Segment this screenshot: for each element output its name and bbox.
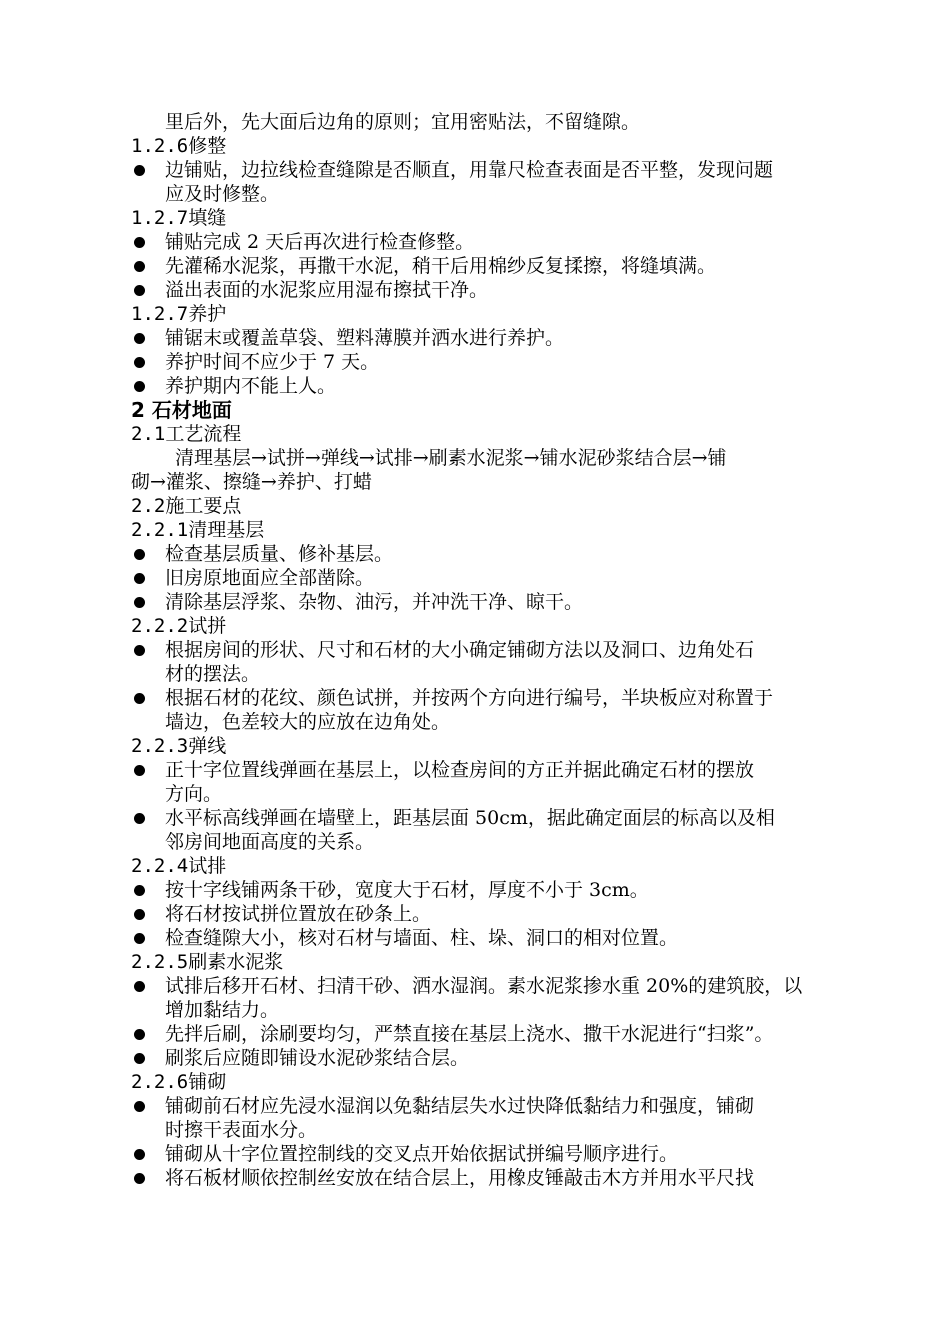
process-flow-text: 清理基层→试拼→弹线→试排→刷素水泥浆→铺水泥砂浆结合层→铺 (175, 447, 727, 469)
section-title: 刷素水泥浆 (188, 951, 284, 973)
section-number: 2.2.6 (131, 1071, 189, 1093)
process-flow-text-continued: 砌→灌浆、擦缝→养护、打蜡 (131, 471, 372, 493)
document-page (131, 110, 873, 1190)
list-item-text: 水平标高线弹画在墙壁上，距基层面 50cm，据此确定面层的标高以及相 (165, 807, 775, 829)
bullet-icon (134, 885, 145, 896)
bullet-icon (134, 1173, 145, 1184)
list-item (131, 878, 873, 902)
list-item (131, 758, 873, 806)
list-item (131, 590, 873, 614)
list-item-text: 试排后移开石材、扫清干砂、洒水湿润。素水泥浆掺水重 20%的建筑胶，以 (165, 975, 803, 997)
list-item-text: 检查缝隙大小，核对石材与墙面、柱、垛、洞口的相对位置。 (165, 927, 679, 949)
section-heading-2-2 (131, 494, 873, 518)
section-heading-2-2-4 (131, 854, 873, 878)
list-item-text: 将石板材顺依控制丝安放在结合层上，用橡皮锤敲击木方并用水平尺找 (165, 1167, 755, 1189)
list-item-text-continued: 增加黏结力。 (165, 999, 280, 1021)
list-item-text: 边铺贴，边拉线检查缝隙是否顺直，用靠尺检查表面是否平整，发现问题 (165, 159, 774, 181)
list-item (131, 230, 873, 254)
bullet-icon (134, 909, 145, 920)
list-item (131, 350, 873, 374)
list-item (131, 278, 873, 302)
section-title: 弹线 (188, 735, 227, 757)
list-item-text: 按十字线铺两条干砂，宽度大于石材，厚度不小于 3cm。 (165, 879, 649, 901)
section-heading-2-2-3 (131, 734, 873, 758)
section-title: 施工要点 (165, 495, 242, 517)
section-title: 试排 (188, 855, 227, 877)
list-item (131, 158, 873, 206)
chapter-heading-2: 2 石材地面 (131, 398, 232, 422)
bullet-icon (134, 165, 145, 176)
list-item-text-continued: 墙边，色差较大的应放在边角处。 (165, 711, 451, 733)
bullet-icon (134, 333, 145, 344)
bullet-icon (134, 381, 145, 392)
bullet-icon (134, 981, 145, 992)
section-number: 2.2.5 (131, 951, 189, 973)
section-number: 2.2.2 (131, 615, 189, 637)
section-number: 1.2.7 (131, 303, 189, 325)
list-item-text: 铺砌前石材应先浸水湿润以免黏结层失水过快降低黏结力和强度，铺砌 (165, 1095, 755, 1117)
section-heading-2-2-5 (131, 950, 873, 974)
list-item-text: 根据石材的花纹、颜色试拼，并按两个方向进行编号，半块板应对称置于 (165, 687, 774, 709)
list-item-text: 先灌稀水泥浆，再撒干水泥，稍干后用棉纱反复揉擦，将缝填满。 (165, 255, 717, 277)
bullet-icon (134, 357, 145, 368)
section-heading-1-2-7-fill (131, 206, 873, 230)
list-item-text: 先拌后刷，涂刷要均匀，严禁直接在基层上浇水、撒干水泥进行“扫浆”。 (165, 1023, 774, 1045)
section-title: 试拼 (188, 615, 227, 637)
bullet-icon (134, 573, 145, 584)
bullet-icon (134, 1149, 145, 1160)
list-item (131, 902, 873, 926)
list-item (131, 926, 873, 950)
section-number: 2.1 (131, 423, 166, 445)
section-number: 2.2.4 (131, 855, 189, 877)
list-item (131, 806, 873, 854)
list-item-text: 养护时间不应少于 7 天。 (165, 351, 380, 373)
list-item-text: 将石材按试拼位置放在砂条上。 (165, 903, 432, 925)
section-title: 填缝 (188, 207, 227, 229)
section-title: 工艺流程 (165, 423, 242, 445)
list-item-text: 根据房间的形状、尺寸和石材的大小确定铺砌方法以及洞口、边角处石 (165, 639, 755, 661)
section-number: 2.2.3 (131, 735, 189, 757)
list-item (131, 686, 873, 734)
list-item (131, 1046, 873, 1070)
bullet-icon (134, 645, 145, 656)
list-item-text-continued: 时擦干表面水分。 (165, 1119, 318, 1141)
list-item (131, 374, 873, 398)
list-item (131, 542, 873, 566)
list-item-text: 清除基层浮浆、杂物、油污，并冲洗干净、晾干。 (165, 591, 584, 613)
section-heading-1-2-7-curing (131, 302, 873, 326)
section-number: 2.2 (131, 495, 166, 517)
section-number: 1.2.7 (131, 207, 189, 229)
list-item (131, 326, 873, 350)
list-item (131, 974, 873, 1022)
list-item (131, 1166, 873, 1190)
bullet-icon (134, 597, 145, 608)
section-title: 清理基层 (188, 519, 265, 541)
section-heading-2-2-1 (131, 518, 873, 542)
paragraph-continuation: 里后外，先大面后边角的原则；宜用密贴法，不留缝隙。 (165, 111, 641, 133)
list-item-text-continued: 应及时修整。 (165, 183, 280, 205)
list-item-text: 刷浆后应随即铺设水泥砂浆结合层。 (165, 1047, 470, 1069)
section-heading-2-1 (131, 422, 873, 446)
section-title: 铺砌 (188, 1071, 227, 1093)
list-item (131, 1022, 873, 1046)
section-title: 修整 (188, 135, 227, 157)
list-item (131, 566, 873, 590)
bullet-icon (134, 237, 145, 248)
list-item-text: 正十字位置线弹画在基层上，以检查房间的方正并据此确定石材的摆放 (165, 759, 755, 781)
list-item (131, 638, 873, 686)
list-item (131, 1094, 873, 1142)
section-title: 养护 (188, 303, 227, 325)
bullet-icon (134, 1101, 145, 1112)
bullet-icon (134, 933, 145, 944)
list-item-text: 溢出表面的水泥浆应用湿布擦拭干净。 (165, 279, 489, 301)
list-item-text-continued: 方向。 (165, 783, 223, 805)
bullet-icon (134, 261, 145, 272)
bullet-icon (134, 1029, 145, 1040)
list-item-text: 检查基层质量、修补基层。 (165, 543, 394, 565)
list-item-text-continued: 材的摆法。 (165, 663, 261, 685)
list-item-text: 铺锯末或覆盖草袋、塑料薄膜并洒水进行养护。 (165, 327, 565, 349)
list-item-text: 铺砌从十字位置控制线的交叉点开始依据试拼编号顺序进行。 (165, 1143, 679, 1165)
bullet-icon (134, 693, 145, 704)
section-number: 2.2.1 (131, 519, 189, 541)
section-heading-2-2-2 (131, 614, 873, 638)
bullet-icon (134, 1053, 145, 1064)
bullet-icon (134, 285, 145, 296)
list-item (131, 1142, 873, 1166)
section-heading-2-2-6 (131, 1070, 873, 1094)
list-item-text: 养护期内不能上人。 (165, 375, 337, 397)
bullet-icon (134, 813, 145, 824)
list-item-text-continued: 邻房间地面高度的关系。 (165, 831, 375, 853)
bullet-icon (134, 549, 145, 560)
section-number: 1.2.6 (131, 135, 189, 157)
list-item-text: 铺贴完成 2 天后再次进行检查修整。 (165, 231, 475, 253)
section-heading-1-2-6 (131, 134, 873, 158)
list-item-text: 旧房原地面应全部凿除。 (165, 567, 375, 589)
bullet-icon (134, 765, 145, 776)
list-item (131, 254, 873, 278)
